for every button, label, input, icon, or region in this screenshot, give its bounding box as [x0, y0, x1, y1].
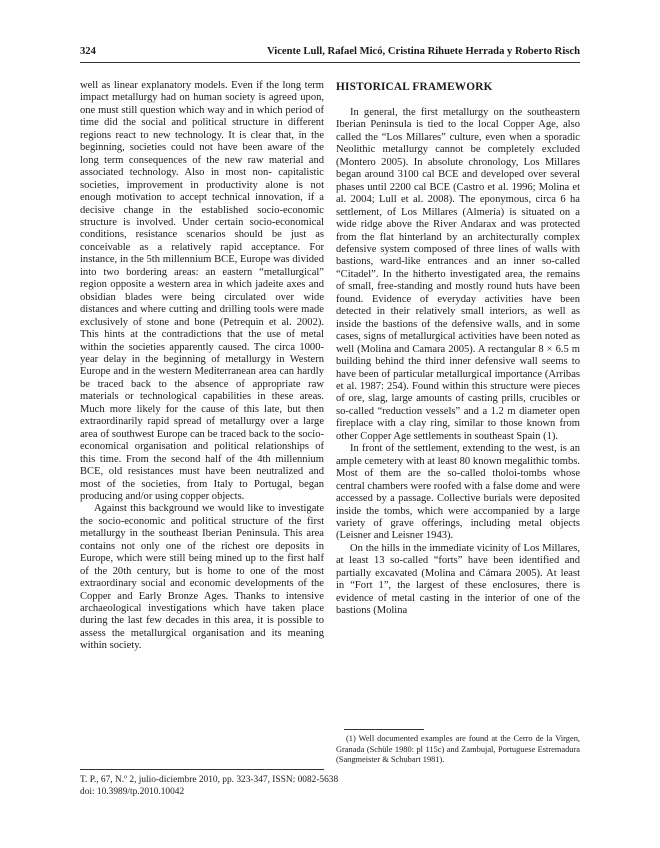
- right-paragraph-3: On the hills in the immediate vicinity of Los Millares, at least 13 so-called “forts” have been identified and partially excavated (Molina and Cámara 2005). At least in “Fort 1”, the largest of these enclosures, there is evidence of metal casting in the interior of one of the bastions (Molina: [336, 542, 580, 617]
- page-footer: [80, 774, 480, 798]
- right-paragraph-2: In front of the settlement, extending to the west, is an ample cemetery with at least 80 known megalithic tombs. Most of them are the so-called tholoi-tombs whose central chambers were roofed with a false dome and were accessed by a passage. Collective burials were deposited inside the tombs, which were accompanied by a large variety of grave offerings, including metal objects (Leisner and Leisner 1943).: [336, 443, 580, 542]
- running-header: [80, 46, 580, 62]
- running-header-authors: Vicente Lull, Rafael Micó, Cristina Rihuete Herrada y Roberto Risch: [267, 46, 580, 57]
- footer-rule: [80, 769, 324, 770]
- left-paragraph-1: well as linear explanatory models. Even if the long term impact metallurgy had on human society is agreed upon, one must still question which way and in which period of time did the social and political structure in different regions react to new technology. It is clear that, in the beginning, societies could not have been aware of the long term consequences of the new raw material and associated technology. Also in most non- capitalistic societies, improvement in productivity alone is not enough motivation to accept technical innovation, if a decisive change in the established socio-economic structure is involved. Under certain socio-economical conditions, resistance scenarios should be just as conceivable as a relatively rapid acceptance. For instance, in the 5th millennium BCE, Europe was divided into two bordering areas: an eastern “metallurgical” region opposite a western area in which jadeite axes and obsidian blades were being circulated over wide distances and where cutting and drilling tools were made exclusively of stone and bone (Petrequin et al. 2002). This hints at the contradictions that the use of metal within the societies apparently caused. The circa 1000-year delay in the beginning of metallurgy in Western Europe and in the western Mediterranean area can hardly be traced back to the absence of appropriate raw materials or technological capabilities in these areas. Much more likely for the cause of this late, but then extraordinarily rapid spread of metallurgy over a large area of southwest Europe can be traced back to the socio-economical organisation and political relationships of this time. From the second half of the 4th millennium BCE, old resistances must have been neutralized and most of the societies, from Italy to Portugal, began producing and/or using copper objects.: [80, 80, 324, 502]
- page-number: 324: [80, 46, 96, 57]
- left-paragraph-2: Against this background we would like to investigate the socio-economic and political structure of the first metallurgy in the southeast Iberian Peninsula. This area contains not only one of the richest ore deposits in Europe, which were still being mined up to the first half of the 20th century, but is home to one of the most extraordinary social and economic developments of the Copper and Early Bronze Ages. Thanks to intensive archaeological investigations which have taken place during the last few decades in this area, it is possible to assess the metallurgical organisation and its meaning within society.: [80, 503, 324, 652]
- footnote-rule: [344, 729, 424, 730]
- section-heading: HISTORICAL FRAMEWORK: [336, 81, 493, 93]
- footnote-text: (1) Well documented examples are found at the Cerro de la Virgen, Granada (Schüle 1980: pl 115c) and Zambujal, Portuguese Estremadura (Sangmeister & Schubart 1981).: [336, 734, 580, 765]
- right-paragraph-1: In general, the first metallurgy on the southeastern Iberian Peninsula is tied to the local Copper Age, also called the “Los Millares” culture, even when a sporadic Neolithic metallurgy cannot be completely excluded (Montero 2005). In absolute chronology, Los Millares began around 3100 cal BCE and developed over several phases until 2200 cal BCE (Castro et al. 1996; Molina et al. 2004; Lull et al. 2008). The eponymous, circa 6 ha settlement, of Los Millares (Almería) is situated on a wide ridge above the River Andarax and was protected from the flat hinterland by an architecturally complex defensive system composed of three lines of walls with bastions, ward-like entrances and an inner so-called “Citadel”. In the hitherto investigated area, the remains of small, free-standing and mostly round huts have been found. Evidence of everyday activities have been detected in their relatively small interiors, as well as inside the bastions of the defensive walls, and in some cases, signs of metallurgical activities have been noted as well (Molina and Camara 2005). A rectangular 8 × 6.5 m building behind the third inner defensive wall seems to have been of particular metallurgical importance (Arribas et al. 1987: 254). Found within this structure were pieces of ore, slag, large amounts of casting prills, crucibles or so-called “reduction vessels” and a 1.2 m diameter open fireplace with a clay ring, similar to those known from other Copper Age settlements in southeast Spain (1).: [336, 107, 580, 442]
- header-rule: [80, 62, 580, 63]
- journal-citation: T. P., 67, N.º 2, julio-diciembre 2010, pp. 323-347, ISSN: 0082-5638: [80, 775, 339, 785]
- right-column: [336, 80, 580, 618]
- doi: doi: 10.3989/tp.2010.10042: [80, 787, 185, 797]
- left-column: [80, 80, 324, 653]
- footnote: [336, 734, 580, 766]
